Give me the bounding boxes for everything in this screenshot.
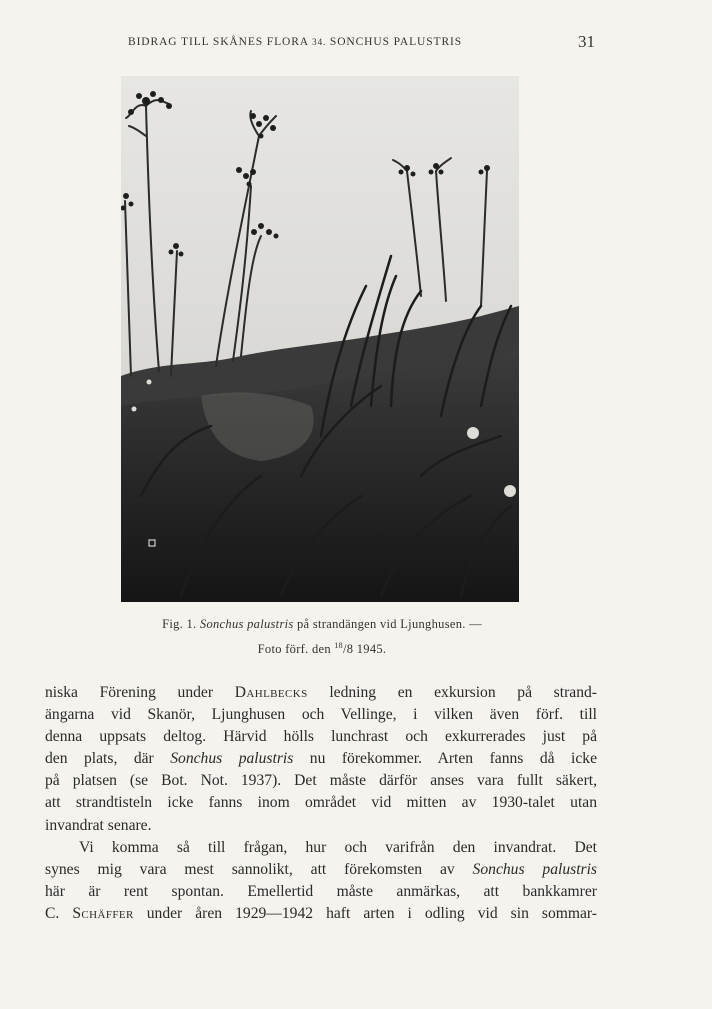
body-text <box>45 682 597 925</box>
caption-photo-credit: Foto förf. den <box>257 642 331 656</box>
caption-date-superscript: 18 <box>334 641 343 650</box>
paragraph-2 <box>45 837 597 925</box>
photo-illustration <box>121 76 519 602</box>
text-line: C. Schäffer under åren 1929—1942 haft arten i odling vid sin sommar- <box>45 904 597 922</box>
running-head-number: 34. <box>312 37 327 47</box>
paragraph-1 <box>45 682 597 837</box>
caption-taxon: Sonchus palustris <box>199 617 294 631</box>
figure-caption <box>112 614 532 660</box>
photograph-sonchus-palustris <box>121 76 519 602</box>
running-head-right: SONCHUS PALUSTRIS <box>329 36 463 48</box>
text-line: ängarna vid Skanör, Ljunghusen och Vellinge, i vilken även förf. till <box>45 706 597 724</box>
text-line: här är rent spontan. Emellertid måste anmärkas, att bankkamrer <box>45 882 597 900</box>
running-head-left: BIDRAG TILL SKÅNES FLORA <box>128 36 309 48</box>
text-line: denna uppsats deltog. Härvid hölls lunchrast och exkurrerades just på <box>45 728 597 746</box>
running-head <box>128 36 462 48</box>
caption-rest: på strandängen vid Ljunghusen. — <box>297 617 482 631</box>
text-line: niska Förening under Dahlbecks ledning en exkursion på strand- <box>45 684 597 701</box>
text-line: Vi komma så till frågan, hur och varifrån den invandrat. Det <box>79 838 597 856</box>
caption-line-1 <box>112 614 532 635</box>
caption-line-2 <box>112 635 532 660</box>
text-line: på platsen (se Bot. Not. 1937). Det måste därför anses vara fullt säkert, <box>45 772 597 790</box>
text-line: den plats, där Sonchus palustris nu förekommer. Arten fanns då icke <box>45 750 597 768</box>
text-line: invandrat senare. <box>45 816 152 834</box>
text-line: synes mig vara mest sannolikt, att förekomsten av Sonchus palustris <box>45 860 597 878</box>
text-line: att strandtisteln icke fanns inom området vid mitten av 1930-talet utan <box>45 794 597 812</box>
page-number: 31 <box>578 32 595 51</box>
caption-fig-label: Fig. 1. <box>162 617 197 631</box>
caption-date-rest: /8 1945. <box>342 642 387 656</box>
